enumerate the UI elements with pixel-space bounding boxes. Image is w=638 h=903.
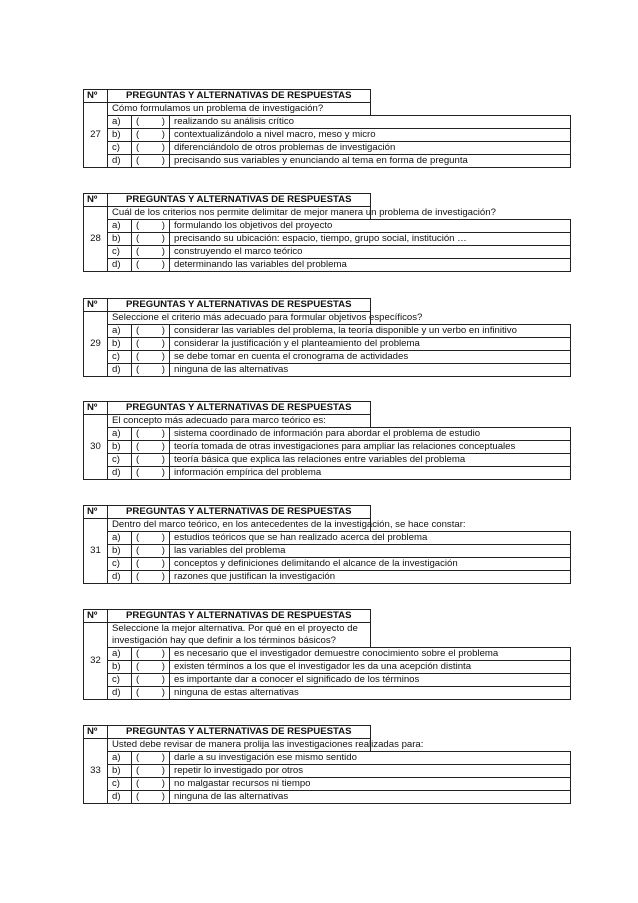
paren-close: )	[161, 364, 165, 375]
question-stem: Cuál de los criterios nos permite delimitar de mejor manera un problema de investigación?	[108, 207, 371, 220]
answer-option	[84, 752, 571, 765]
paren-open: (	[136, 364, 140, 375]
question-stem: Dentro del marco teórico, en los antecedentes de la investigación, se hace constar:	[108, 519, 371, 532]
option-letter: c)	[108, 778, 132, 791]
answer-option	[84, 791, 571, 804]
questions-column-header: PREGUNTAS Y ALTERNATIVAS DE RESPUESTAS	[108, 610, 371, 623]
question-stem: Seleccione el criterio más adecuado para formular objetivos específicos?	[108, 312, 371, 325]
paren-open: (	[136, 233, 140, 244]
question-number: 31	[84, 519, 108, 584]
paren-open: (	[136, 648, 140, 659]
option-text: considerar la justificación y el planteamiento del problema	[170, 338, 571, 351]
answer-option	[84, 351, 571, 364]
answer-option	[84, 558, 571, 571]
option-text: realizando su análisis crítico	[170, 116, 571, 129]
paren-open: (	[136, 752, 140, 763]
option-text: contextualizándolo a nivel macro, meso y micro	[170, 129, 571, 142]
paren-close: )	[161, 648, 165, 659]
paren-close: )	[161, 116, 165, 127]
option-text: estudios teóricos que se han realizado acerca del problema	[170, 532, 571, 545]
option-text: es importante dar a conocer el significado de los términos	[170, 674, 571, 687]
option-text: teoría básica que explica las relaciones entre variables del problema	[170, 454, 571, 467]
option-text: precisando su ubicación: espacio, tiempo, grupo social, institución …	[170, 233, 571, 246]
question-stem: El concepto más adecuado para marco teórico es:	[108, 415, 371, 428]
paren-close: )	[161, 752, 165, 763]
option-text: ninguna de las alternativas	[170, 364, 571, 377]
option-text: formulando los objetivos del proyecto	[170, 220, 571, 233]
answer-option	[84, 454, 571, 467]
answer-checkbox[interactable]	[132, 129, 170, 142]
paren-close: )	[161, 571, 165, 582]
answer-option	[84, 116, 571, 129]
answer-checkbox[interactable]	[132, 532, 170, 545]
option-text: ninguna de estas alternativas	[170, 687, 571, 700]
answer-checkbox[interactable]	[132, 351, 170, 364]
answer-checkbox[interactable]	[132, 571, 170, 584]
paren-close: )	[161, 246, 165, 257]
option-letter: c)	[108, 351, 132, 364]
answer-option	[84, 467, 571, 480]
option-text: diferenciándolo de otros problemas de investigación	[170, 142, 571, 155]
answer-checkbox[interactable]	[132, 220, 170, 233]
paren-close: )	[161, 351, 165, 362]
answer-option	[84, 661, 571, 674]
answer-option	[84, 246, 571, 259]
question-table	[83, 401, 571, 480]
answer-checkbox[interactable]	[132, 116, 170, 129]
question-table	[83, 193, 571, 272]
answer-checkbox[interactable]	[132, 246, 170, 259]
paren-close: )	[161, 558, 165, 569]
paren-open: (	[136, 259, 140, 270]
paren-close: )	[161, 338, 165, 349]
option-text: es necesario que el investigador demuestre conocimiento sobre el problema	[170, 648, 571, 661]
option-text: determinando las variables del problema	[170, 259, 571, 272]
paren-open: (	[136, 220, 140, 231]
paren-open: (	[136, 765, 140, 776]
option-text: sistema coordinado de información para abordar el problema de estudio	[170, 428, 571, 441]
answer-checkbox[interactable]	[132, 259, 170, 272]
option-text: teoría tomada de otras investigaciones para ampliar las relaciones conceptuales	[170, 441, 571, 454]
questions-column-header: PREGUNTAS Y ALTERNATIVAS DE RESPUESTAS	[108, 299, 371, 312]
paren-open: (	[136, 545, 140, 556]
number-column-header: Nº	[84, 726, 108, 739]
questions-column-header: PREGUNTAS Y ALTERNATIVAS DE RESPUESTAS	[108, 90, 371, 103]
paren-close: )	[161, 454, 165, 465]
paren-close: )	[161, 220, 165, 231]
answer-option	[84, 364, 571, 377]
answer-checkbox[interactable]	[132, 765, 170, 778]
answer-checkbox[interactable]	[132, 364, 170, 377]
answer-option	[84, 545, 571, 558]
option-letter: d)	[108, 364, 132, 377]
option-letter: c)	[108, 558, 132, 571]
answer-checkbox[interactable]	[132, 467, 170, 480]
paren-close: )	[161, 441, 165, 452]
paren-close: )	[161, 791, 165, 802]
option-letter: b)	[108, 661, 132, 674]
paren-close: )	[161, 687, 165, 698]
paren-open: (	[136, 558, 140, 569]
paren-open: (	[136, 441, 140, 452]
question-stem: Usted debe revisar de manera prolija las investigaciones realizadas para:	[108, 739, 371, 752]
option-text: considerar las variables del problema, la teoría disponible y un verbo en infinitivo	[170, 325, 571, 338]
paren-open: (	[136, 116, 140, 127]
answer-option	[84, 129, 571, 142]
answer-option	[84, 532, 571, 545]
option-letter: a)	[108, 116, 132, 129]
number-column-header: Nº	[84, 90, 108, 103]
question-table	[83, 609, 571, 700]
answer-checkbox[interactable]	[132, 791, 170, 804]
answer-option	[84, 155, 571, 168]
question-number: 29	[84, 312, 108, 377]
paren-close: )	[161, 142, 165, 153]
option-letter: c)	[108, 454, 132, 467]
answer-checkbox[interactable]	[132, 778, 170, 791]
option-letter: d)	[108, 687, 132, 700]
option-letter: d)	[108, 467, 132, 480]
answer-checkbox[interactable]	[132, 428, 170, 441]
number-column-header: Nº	[84, 402, 108, 415]
option-text: precisando sus variables y enunciando al tema en forma de pregunta	[170, 155, 571, 168]
answer-option	[84, 233, 571, 246]
questions-column-header: PREGUNTAS Y ALTERNATIVAS DE RESPUESTAS	[108, 726, 371, 739]
option-letter: b)	[108, 233, 132, 246]
option-letter: a)	[108, 532, 132, 545]
option-letter: b)	[108, 338, 132, 351]
answer-checkbox[interactable]	[132, 674, 170, 687]
answer-checkbox[interactable]	[132, 454, 170, 467]
option-letter: d)	[108, 155, 132, 168]
option-letter: a)	[108, 752, 132, 765]
paren-open: (	[136, 129, 140, 140]
paren-open: (	[136, 454, 140, 465]
question-table	[83, 298, 571, 377]
paren-open: (	[136, 571, 140, 582]
option-letter: a)	[108, 648, 132, 661]
answer-checkbox[interactable]	[132, 338, 170, 351]
answer-checkbox[interactable]	[132, 545, 170, 558]
answer-checkbox[interactable]	[132, 325, 170, 338]
answer-checkbox[interactable]	[132, 155, 170, 168]
paren-open: (	[136, 246, 140, 257]
answer-option	[84, 687, 571, 700]
questions-column-header: PREGUNTAS Y ALTERNATIVAS DE RESPUESTAS	[108, 506, 371, 519]
answer-checkbox[interactable]	[132, 752, 170, 765]
paren-close: )	[161, 129, 165, 140]
paren-open: (	[136, 791, 140, 802]
paren-open: (	[136, 532, 140, 543]
option-letter: b)	[108, 765, 132, 778]
question-number: 27	[84, 103, 108, 168]
paren-close: )	[161, 532, 165, 543]
paren-close: )	[161, 545, 165, 556]
option-letter: c)	[108, 142, 132, 155]
answer-option	[84, 338, 571, 351]
option-text: razones que justifican la investigación	[170, 571, 571, 584]
answer-option	[84, 142, 571, 155]
option-letter: d)	[108, 571, 132, 584]
paren-close: )	[161, 674, 165, 685]
answer-option	[84, 428, 571, 441]
number-column-header: Nº	[84, 299, 108, 312]
option-letter: a)	[108, 428, 132, 441]
answer-checkbox[interactable]	[132, 558, 170, 571]
paren-close: )	[161, 233, 165, 244]
option-letter: a)	[108, 220, 132, 233]
paren-close: )	[161, 467, 165, 478]
option-text: construyendo el marco teórico	[170, 246, 571, 259]
paren-open: (	[136, 155, 140, 166]
paren-close: )	[161, 765, 165, 776]
option-text: ninguna de las alternativas	[170, 791, 571, 804]
paren-open: (	[136, 325, 140, 336]
paren-close: )	[161, 259, 165, 270]
option-letter: b)	[108, 129, 132, 142]
paren-open: (	[136, 674, 140, 685]
option-letter: c)	[108, 674, 132, 687]
option-letter: b)	[108, 441, 132, 454]
question-table	[83, 725, 571, 804]
option-letter: d)	[108, 259, 132, 272]
question-stem: Seleccione la mejor alternativa. Por qué en el proyecto de investigación hay que definir a los términos básicos?	[108, 623, 371, 648]
answer-checkbox[interactable]	[132, 233, 170, 246]
paren-close: )	[161, 325, 165, 336]
paren-open: (	[136, 338, 140, 349]
answer-option	[84, 441, 571, 454]
option-text: no malgastar recursos ni tiempo	[170, 778, 571, 791]
question-number: 33	[84, 739, 108, 804]
answer-option	[84, 571, 571, 584]
paren-open: (	[136, 467, 140, 478]
option-letter: a)	[108, 325, 132, 338]
paren-close: )	[161, 428, 165, 439]
option-text: repetir lo investigado por otros	[170, 765, 571, 778]
answer-option	[84, 259, 571, 272]
number-column-header: Nº	[84, 194, 108, 207]
option-letter: c)	[108, 246, 132, 259]
question-table	[83, 89, 571, 168]
option-text: existen términos a los que el investigador les da una acepción distinta	[170, 661, 571, 674]
paren-close: )	[161, 661, 165, 672]
answer-checkbox[interactable]	[132, 142, 170, 155]
paren-open: (	[136, 142, 140, 153]
number-column-header: Nº	[84, 506, 108, 519]
option-text: darle a su investigación ese mismo sentido	[170, 752, 571, 765]
answer-checkbox[interactable]	[132, 687, 170, 700]
answer-checkbox[interactable]	[132, 661, 170, 674]
questions-column-header: PREGUNTAS Y ALTERNATIVAS DE RESPUESTAS	[108, 402, 371, 415]
paren-open: (	[136, 778, 140, 789]
paren-open: (	[136, 661, 140, 672]
answer-option	[84, 220, 571, 233]
question-number: 32	[84, 623, 108, 700]
question-table	[83, 505, 571, 584]
answer-checkbox[interactable]	[132, 648, 170, 661]
question-stem: Cómo formulamos un problema de investigación?	[108, 103, 371, 116]
paren-close: )	[161, 778, 165, 789]
paren-open: (	[136, 428, 140, 439]
paren-open: (	[136, 351, 140, 362]
option-text: se debe tomar en cuenta el cronograma de actividades	[170, 351, 571, 364]
option-text: conceptos y definiciones delimitando el alcance de la investigación	[170, 558, 571, 571]
paren-close: )	[161, 155, 165, 166]
option-text: información empírica del problema	[170, 467, 571, 480]
answer-option	[84, 765, 571, 778]
answer-option	[84, 325, 571, 338]
answer-checkbox[interactable]	[132, 441, 170, 454]
question-number: 30	[84, 415, 108, 480]
answer-option	[84, 674, 571, 687]
option-letter: b)	[108, 545, 132, 558]
answer-option	[84, 778, 571, 791]
question-number: 28	[84, 207, 108, 272]
number-column-header: Nº	[84, 610, 108, 623]
answer-option	[84, 648, 571, 661]
paren-open: (	[136, 687, 140, 698]
questions-column-header: PREGUNTAS Y ALTERNATIVAS DE RESPUESTAS	[108, 194, 371, 207]
option-text: las variables del problema	[170, 545, 571, 558]
option-letter: d)	[108, 791, 132, 804]
